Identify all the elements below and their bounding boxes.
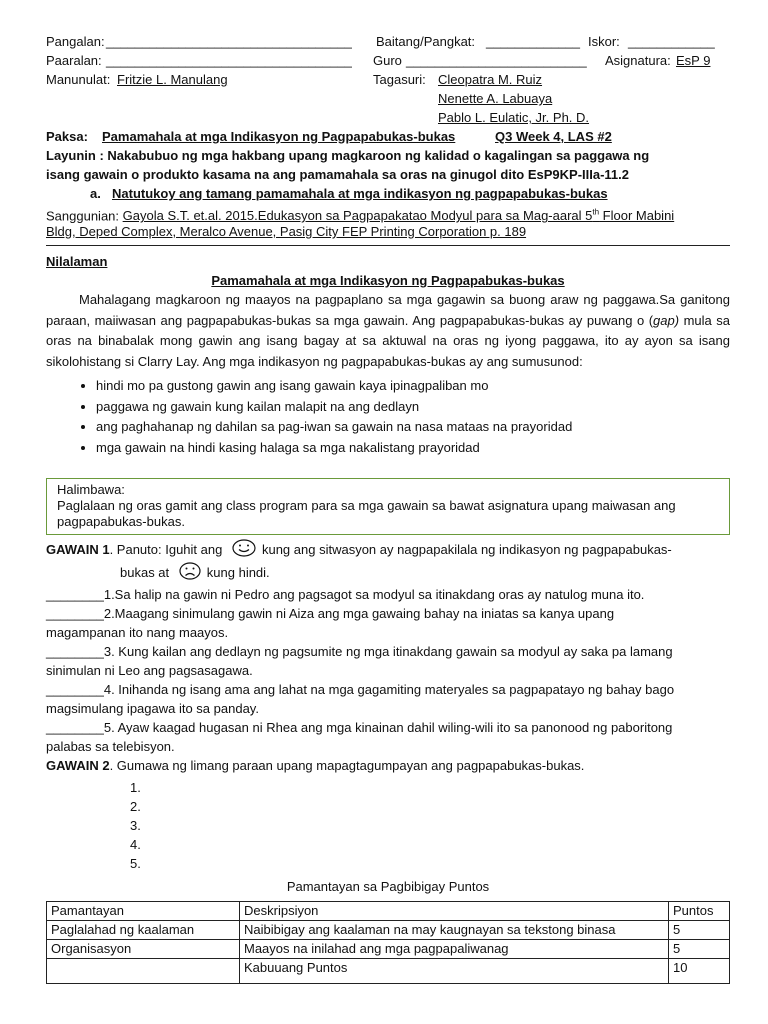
example-text: Paglalaan ng oras gamit ang class program para sa mga gawain sa bawat asignatura upang maiwasan ang pagpapabukas-bukas. — [57, 498, 676, 529]
answer-blank[interactable]: ________ — [46, 682, 104, 697]
tagasuri-name-3: Pablo L. Eulatic, Jr. Ph. D. — [438, 110, 590, 125]
sanggunian-row-1 — [46, 203, 730, 222]
example-box — [46, 478, 730, 535]
list-item[interactable]: 4. — [130, 837, 141, 852]
header-row-3 — [46, 70, 730, 89]
sanggunian-row-2: Bldg, Deped Complex, Meralco Avenue, Pasig City FEP Printing Corporation p. 189 — [46, 224, 527, 239]
guro-blank[interactable]: _________________________ — [406, 53, 587, 68]
paksa-week: Q3 Week 4, LAS #2 — [495, 129, 612, 144]
gawain1-item — [46, 718, 730, 737]
item-text: 5. Ayaw kaagad hugasan ni Rhea ang mga kinainan dahil wiling-wili ito sa panonood ng paboritong — [103, 720, 673, 735]
table-cell: Kabuuang Puntos — [240, 959, 669, 984]
table-cell: Maayos na inilahad ang mga pagpapaliwanag — [240, 940, 669, 959]
nilalaman-label: Nilalaman — [46, 254, 108, 269]
sanggunian-sup: th — [592, 208, 600, 217]
layunin-line-2: isang gawain o produkto kasama na ang pamamahala sa oras na ginugol dito EsP9KP-IIIa-11.2 — [46, 167, 630, 182]
asignatura-label: Asignatura: — [605, 53, 671, 68]
pangalan-blank[interactable]: __________________________________ — [106, 34, 352, 49]
gawain1-instruction-cont — [46, 562, 730, 585]
list-item: • ang paghahanap ng dahilan sa pag-iwan sa gawain na nasa mataas na prayoridad — [96, 417, 730, 438]
content-paragraph — [46, 290, 730, 372]
gawain1-instr-d: kung hindi. — [206, 564, 270, 580]
gawain1-instr-b: kung ang sitwasyon ay nagpapakilala ng indikasyon ng pagpapabukas- — [261, 541, 672, 557]
baitang-blank[interactable]: _____________ — [486, 34, 580, 49]
answer-blank[interactable]: ________ — [46, 720, 104, 735]
table-cell: Organisasyon — [47, 940, 240, 959]
gawain1-item — [46, 585, 730, 604]
table-cell: Paglalahad ng kaalaman — [47, 921, 240, 940]
paaralan-blank[interactable]: __________________________________ — [106, 53, 352, 68]
gawain1-item-cont: palabas sa telebisyon. — [46, 739, 175, 754]
rubric-title: Pamantayan sa Pagbibigay Puntos — [286, 879, 490, 894]
header-row-2 — [46, 51, 730, 70]
gawain1-item — [46, 680, 730, 699]
header-row-4 — [46, 89, 730, 108]
gawain1-label: GAWAIN 1 — [46, 541, 110, 557]
table-row — [47, 921, 730, 940]
paragraph-part-1: Mahalagang magkaroon ng maayos na pagpaplano sa mga gagawin sa buong araw ng paggawa.Sa ganitong paraan, maiiwasan ang pagpapabukas-bukas sa mga gawain. Ang pagpapabukas-bukas ay puwang o ( — [46, 292, 730, 328]
sanggunian-label: Sanggunian: — [46, 208, 120, 224]
pangalan-label: Pangalan: — [46, 34, 105, 49]
gawain1-item-cont: magampanan ito nang maayos. — [46, 625, 229, 640]
paragraph-gap-word: gap) — [653, 312, 680, 328]
header-cell: Deskripsiyon — [240, 902, 669, 921]
tagasuri-name-1: Cleopatra M. Ruiz — [438, 72, 543, 87]
gawain1-items — [46, 585, 730, 756]
gawain1-instr-c: bukas at — [120, 564, 170, 580]
header-cell: Puntos — [669, 902, 730, 921]
paaralan-label: Paaralan: — [46, 53, 102, 68]
content-title: Pamamahala at mga Indikasyon ng Pagpapabukas-bukas — [211, 273, 565, 288]
answer-blank[interactable]: ________ — [46, 644, 104, 659]
example-label: Halimbawa: — [57, 482, 125, 497]
item-text: 4. Inihanda ng isang ama ang lahat na mga gagamiting materyales sa pagpapatayo ng bahay bago — [103, 682, 675, 697]
answer-blank[interactable]: ________ — [46, 606, 104, 621]
manunulat-value: Fritzie L. Manulang — [117, 72, 228, 87]
gawain1-item-cont: magsimulang ipagawa ito sa panday. — [46, 701, 259, 716]
guro-label: Guro — [373, 53, 402, 68]
gawain1-item — [46, 604, 730, 623]
tagasuri-label: Tagasuri: — [373, 72, 426, 87]
table-row — [47, 940, 730, 959]
tagasuri-name-2: Nenette A. Labuaya — [438, 91, 553, 106]
paksa-label: Paksa: — [46, 129, 88, 144]
table-cell: Naibibigay ang kaalaman na may kaugnayan sa tekstong binasa — [240, 921, 669, 940]
list-item[interactable]: 1. — [130, 780, 141, 795]
objective-text: Natutukoy ang tamang pamamahala at mga indikasyon ng pagpapabukas-bukas — [112, 186, 608, 201]
list-item[interactable]: 2. — [130, 799, 141, 814]
table-header-row — [47, 902, 730, 921]
rubric-table — [46, 901, 730, 984]
worksheet-page — [46, 32, 730, 984]
sanggunian-text-1b: Floor Mabini — [599, 208, 675, 224]
horizontal-divider — [46, 245, 730, 246]
table-cell — [47, 959, 240, 984]
sanggunian-text-1a: Gayola S.T. et.al. 2015.Edukasyon sa Pagpapakatao Modyul para sa Mag-aaral 5 — [122, 208, 593, 224]
list-item: • mga gawain na hindi kasing halaga sa mga nakalistang prayoridad — [96, 438, 730, 459]
layunin-line-1: Layunin : Nakabubuo ng mga hakbang upang magkaroon ng kalidad o kagalingan sa paggawa ng — [46, 148, 650, 163]
baitang-label: Baitang/Pangkat: — [376, 34, 476, 49]
list-item: • hindi mo pa gustong gawin ang isang gawain kaya ipinagpaliban mo — [96, 376, 730, 397]
table-cell: 5 — [669, 940, 730, 959]
gawain2-number-list — [130, 778, 730, 873]
item-text: 1.Sa halip na gawin ni Pedro ang pagsagot sa modyul sa itinakdang oras ay natulog muna ito. — [103, 587, 645, 602]
gawain2-instruction — [46, 756, 730, 775]
objective-letter: a. — [90, 186, 101, 201]
gawain1-instr-a: . Panuto: Iguhit ang — [109, 541, 223, 557]
list-item[interactable]: 5. — [130, 856, 141, 871]
item-text: 2.Maagang sinimulang gawin ni Aiza ang mga gawaing bahay na iniatas sa kanya upang — [103, 606, 615, 621]
manunulat-label: Manunulat: — [46, 72, 111, 87]
indication-list — [46, 376, 730, 458]
list-item[interactable]: 3. — [130, 818, 141, 833]
item-text: 3. Kung kailan ang dedlayn ng pagsumite ng mga itinakdang gawain sa modyul ay saka pa lamang — [103, 644, 673, 659]
paragraph-part-2: mula sa oras na binabalak mong gawin ang isang bagay at sa aktuwal na oras ng iyong paggawa, ito ay ayon sa isang sikolohistang si Clarry Lay. Ang mga indikasyon ng pagpapabukas-bukas ay ang sumusunod: — [46, 312, 730, 369]
list-item: • paggawa ng gawain kung kailan malapit na ang dedlayn — [96, 397, 730, 418]
gawain2-instr: . Gumawa ng limang paraan upang mapagtagumpayan ang pagpapabukas-bukas. — [109, 758, 585, 773]
table-cell: 5 — [669, 921, 730, 940]
sad-face-icon — [179, 562, 201, 585]
objective-row — [46, 184, 730, 203]
header-row-5 — [46, 108, 730, 127]
iskor-label: Iskor: — [588, 34, 620, 49]
iskor-blank[interactable]: ____________ — [628, 34, 715, 49]
table-row — [47, 959, 730, 984]
smiley-face-icon — [232, 539, 256, 562]
gawain2-label: GAWAIN 2 — [46, 758, 110, 773]
header-cell: Pamantayan — [47, 902, 240, 921]
answer-blank[interactable]: ________ — [46, 587, 104, 602]
paksa-row — [46, 127, 730, 146]
header-row-1 — [46, 32, 730, 51]
paksa-value: Pamamahala at mga Indikasyon ng Pagpapabukas-bukas — [102, 129, 456, 144]
asignatura-value: EsP 9 — [676, 53, 711, 68]
gawain1-instruction — [46, 539, 730, 562]
gawain1-item — [46, 642, 730, 661]
table-cell: 10 — [669, 959, 730, 984]
gawain1-item-cont: sinimulan ni Leo ang pagsasagawa. — [46, 663, 253, 678]
